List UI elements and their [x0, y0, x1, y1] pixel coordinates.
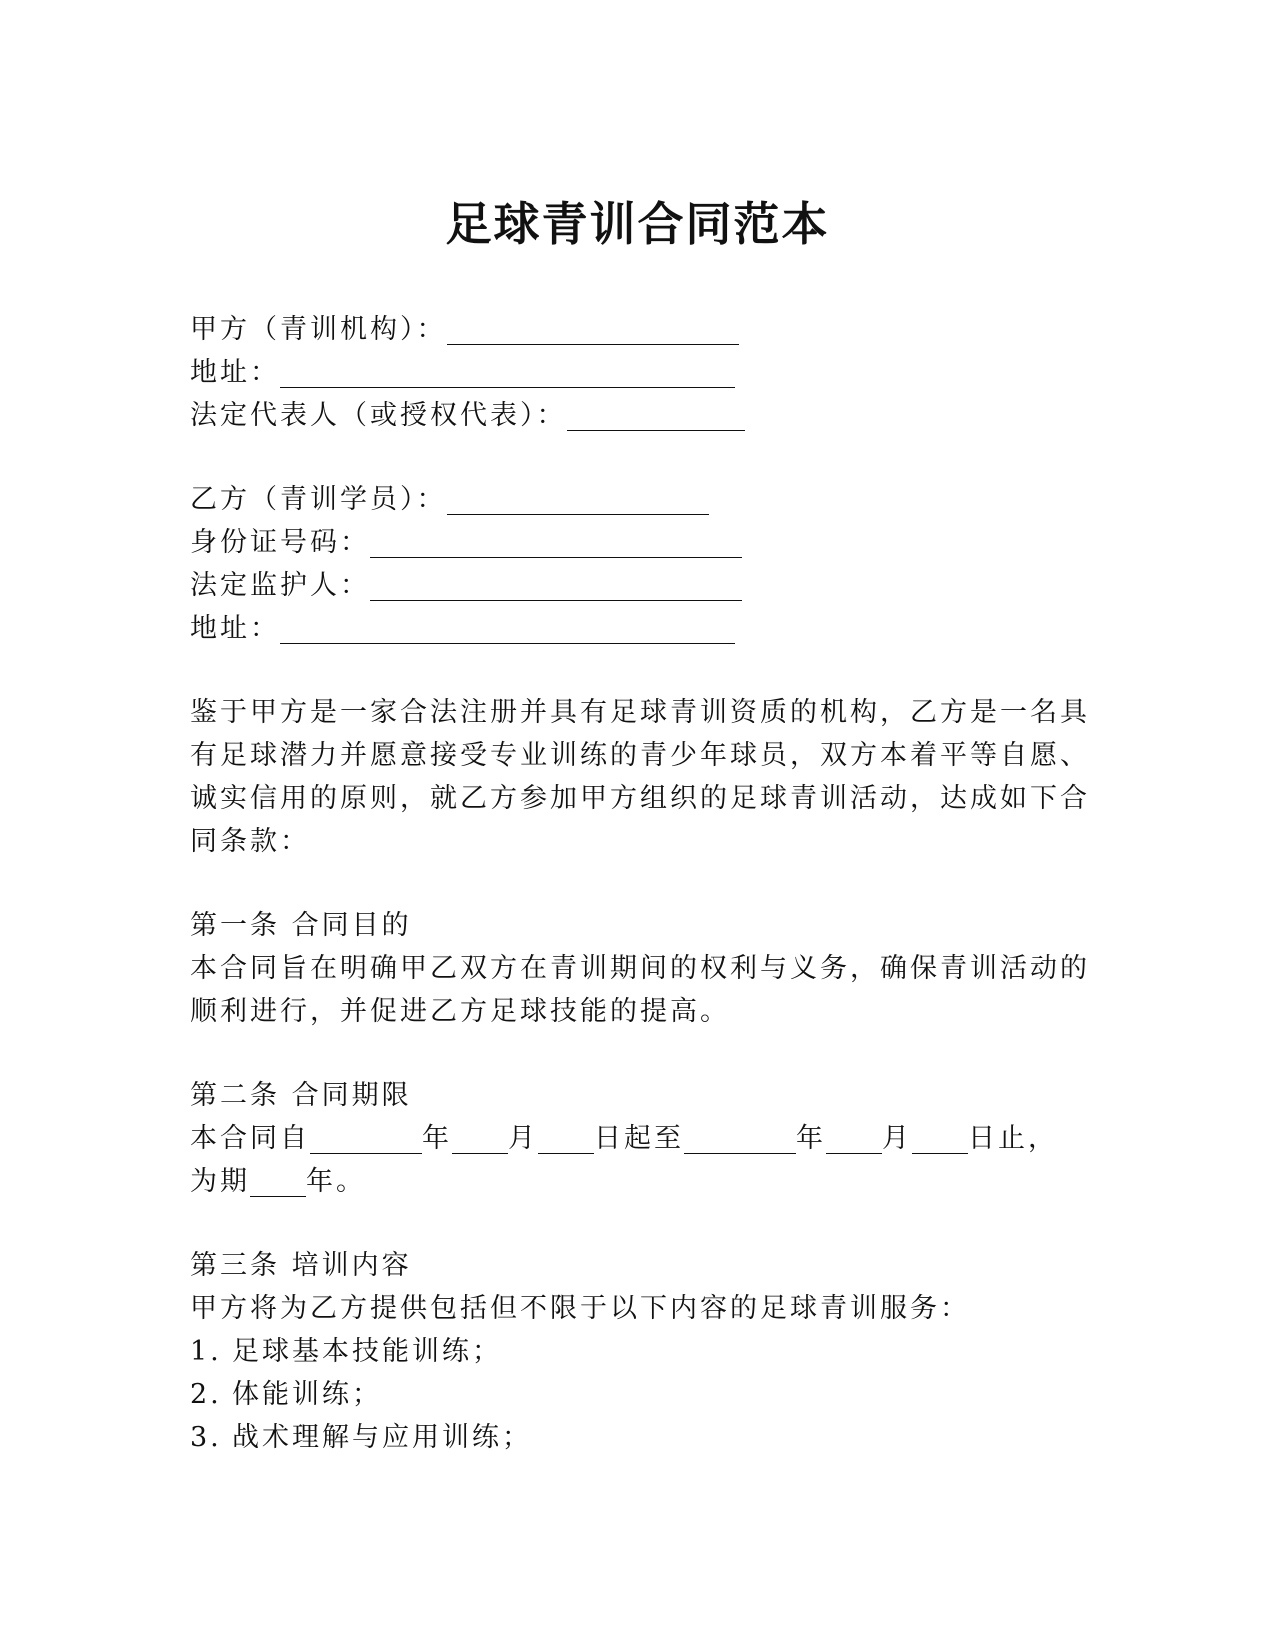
- article-1-line: 本合同旨在明确甲乙双方在青训期间的权利与义务，确保青训活动的: [190, 953, 1090, 984]
- party-b-id-blank[interactable]: [370, 527, 742, 558]
- preamble-line: 同条款：: [190, 826, 310, 857]
- party-b-address-label: 地址：: [190, 613, 280, 644]
- party-a-name-blank[interactable]: [447, 314, 739, 345]
- start-month-blank[interactable]: [452, 1123, 508, 1154]
- party-b-id-line: [190, 521, 1070, 564]
- party-b-name-line: [190, 478, 1070, 521]
- party-b-name-blank[interactable]: [447, 484, 709, 515]
- document-title: 足球青训合同范本: [445, 197, 830, 251]
- party-b-id-label: 身份证号码：: [190, 527, 370, 558]
- party-a-address-line: [190, 351, 1070, 394]
- end-month-blank[interactable]: [826, 1123, 882, 1154]
- article-1-heading: 第一条 合同目的: [190, 910, 412, 941]
- list-item-text: 体能训练；: [232, 1379, 382, 1410]
- party-a-name-label: 甲方（青训机构）：: [190, 314, 447, 345]
- list-item: [190, 1373, 1070, 1416]
- start-day-blank[interactable]: [538, 1123, 594, 1154]
- party-b-address-blank[interactable]: [280, 613, 735, 644]
- party-b-name-label: 乙方（青训学员）：: [190, 484, 447, 515]
- list-item-number: 3.: [190, 1422, 222, 1453]
- day-end-label: 日止，: [968, 1123, 1058, 1154]
- month-label: 月: [882, 1123, 912, 1154]
- article-2-heading: 第二条 合同期限: [190, 1080, 412, 1111]
- year-label: 年: [422, 1123, 452, 1154]
- party-a-address-label: 地址：: [190, 357, 280, 388]
- list-item-number: 1.: [190, 1336, 222, 1367]
- contract-from-label: 本合同自: [190, 1123, 310, 1154]
- period-prefix: 为期: [190, 1166, 250, 1197]
- month-label: 月: [508, 1123, 538, 1154]
- party-b-address-line: [190, 607, 1070, 650]
- period-suffix: 年。: [306, 1166, 366, 1197]
- year-label: 年: [796, 1123, 826, 1154]
- party-a-rep-label: 法定代表人（或授权代表）：: [190, 400, 567, 431]
- end-day-blank[interactable]: [912, 1123, 968, 1154]
- article-1-line: 顺利进行，并促进乙方足球技能的提高。: [190, 996, 730, 1027]
- list-item: [190, 1416, 1070, 1459]
- article-2-period-line: [190, 1160, 1070, 1203]
- list-item-number: 2.: [190, 1379, 222, 1410]
- article-3-intro: 甲方将为乙方提供包括但不限于以下内容的足球青训服务：: [190, 1293, 970, 1324]
- party-a-rep-line: [190, 394, 1070, 437]
- period-years-blank[interactable]: [250, 1166, 306, 1197]
- party-b-guardian-line: [190, 564, 1070, 607]
- preamble-line: 鉴于甲方是一家合法注册并具有足球青训资质的机构，乙方是一名具: [190, 697, 1090, 728]
- preamble-line: 有足球潜力并愿意接受专业训练的青少年球员，双方本着平等自愿、: [190, 740, 1090, 771]
- list-item-text: 足球基本技能训练；: [232, 1336, 502, 1367]
- party-a-address-blank[interactable]: [280, 357, 735, 388]
- article-3-heading: 第三条 培训内容: [190, 1250, 412, 1281]
- day-from-to-label: 日起至: [594, 1123, 684, 1154]
- party-b-guardian-label: 法定监护人：: [190, 570, 370, 601]
- party-a-rep-blank[interactable]: [567, 400, 745, 431]
- document-body: [190, 308, 1090, 1459]
- party-b-guardian-blank[interactable]: [370, 570, 742, 601]
- list-item: [190, 1330, 1070, 1373]
- start-year-blank[interactable]: [310, 1123, 422, 1154]
- list-item-text: 战术理解与应用训练；: [232, 1422, 532, 1453]
- article-2-dates-line: [190, 1117, 1070, 1160]
- preamble-line: 诚实信用的原则，就乙方参加甲方组织的足球青训活动，达成如下合: [190, 783, 1090, 814]
- party-a-name-line: [190, 308, 1070, 351]
- end-year-blank[interactable]: [684, 1123, 796, 1154]
